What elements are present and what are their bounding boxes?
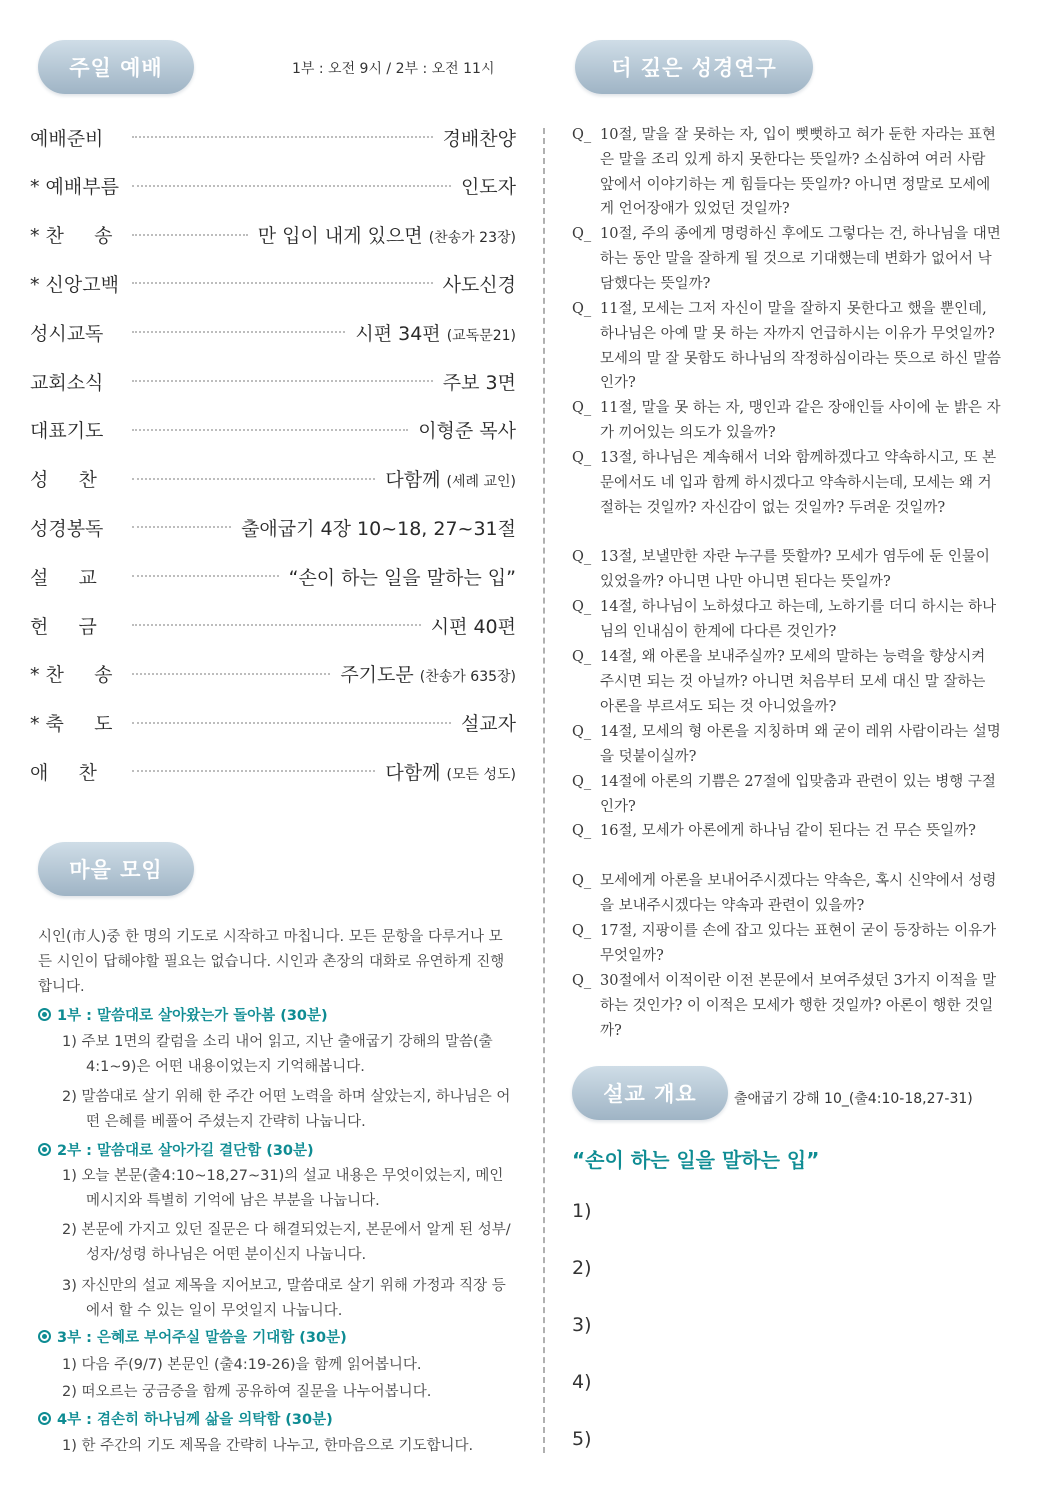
order-value-text: 주보 3면 (442, 371, 516, 394)
question-mark: Q_ (572, 823, 592, 839)
dot-leader (132, 673, 330, 675)
order-row (30, 464, 516, 494)
question-item (572, 969, 1002, 1043)
sermon-reference: 출애굽기 강해 10_(출4:10-18,27-31) (734, 1091, 973, 1107)
question-item (572, 297, 1002, 396)
question-mark: Q_ (572, 301, 592, 317)
order-label: 교회소식 (30, 371, 104, 394)
dot-leader (132, 282, 433, 284)
order-value (443, 368, 516, 395)
part-heading (38, 1004, 328, 1025)
outline-number: 3) (572, 1314, 592, 1336)
order-row (30, 561, 516, 591)
order-value (258, 221, 516, 248)
circle-bullet-icon (38, 1330, 51, 1343)
order-note: (교독문21) (446, 327, 516, 344)
question-text: 11절, 모세는 그저 자신이 말을 잘하지 못한다고 했을 뿐인데, 하나님은 아예 말 못 하는 자까지 언급하시는 이유가 무엇일까? 모세의 말 잘 못함도 하나님의 작정하심이라는 뜻으로 하신 말씀인가? (600, 301, 1002, 392)
question-text: 13절, 보낼만한 자란 누구를 뜻할까? 모세가 염두에 둔 인물이 있었을까? 아니면 나만 아니면 된다는 뜻일까? (600, 549, 990, 590)
dot-leader (132, 429, 408, 431)
order-label: 성경봉독 (30, 517, 104, 540)
order-value-text: 설교자 (460, 713, 516, 736)
meeting-intro: 시인(市人)중 한 명의 기도로 시작하고 마칩니다. 모든 문항을 다루거나 모든 시인이 답해야할 필요는 없습니다. 시인과 촌장의 대화로 유연하게 진행합니다. (38, 929, 505, 995)
question-item (572, 595, 1002, 645)
question-text: 14절에 아론의 기쁨은 27절에 입맞춤과 관련이 있는 병행 구절인가? (600, 774, 996, 815)
question-mark: Q_ (572, 774, 592, 790)
dot-leader (132, 185, 451, 187)
order-row (30, 220, 516, 250)
outline-number: 5) (572, 1428, 592, 1450)
order-row (30, 708, 516, 738)
question-item (572, 222, 1002, 296)
outline-number: 2) (572, 1257, 592, 1279)
circle-bullet-icon (38, 1412, 51, 1425)
part-item: 1) 오늘 본문(출4:10~18,27~31)의 설교 내용은 무엇이었는지, 메인 메시지와 특별히 기억에 남은 부분을 나눕니다. (62, 1168, 504, 1209)
order-row (30, 610, 516, 640)
question-item (572, 545, 1002, 595)
part-item: 1) 다음 주(9/7) 본문인 (출4:19-26)을 함께 읽어봅니다. (62, 1357, 422, 1373)
part-heading (38, 1408, 333, 1429)
order-label: 애 찬 (30, 761, 97, 784)
part-heading-text: 3부 : 은혜로 부어주실 말씀을 기대함 (30분) (57, 1330, 347, 1346)
order-value-text: 이형준 목사 (418, 420, 516, 443)
question-mark: Q_ (572, 127, 592, 143)
order-label: 성시교독 (30, 322, 104, 345)
order-label: * 축 도 (30, 713, 113, 736)
question-item (572, 869, 1002, 919)
service-times: 1부 : 오전 9시 / 2부 : 오전 11시 (292, 61, 495, 77)
order-label: * 예배부름 (30, 176, 119, 199)
order-label: * 신앙고백 (30, 273, 119, 296)
question-item (572, 645, 1002, 719)
question-mark: Q_ (572, 226, 592, 242)
dot-leader (132, 331, 345, 333)
outline-number: 1) (572, 1200, 592, 1222)
part-heading (38, 1139, 314, 1160)
question-mark: Q_ (572, 649, 592, 665)
question-item (572, 720, 1002, 770)
question-text: 13절, 하나님은 계속해서 너와 함께하겠다고 약속하시고, 또 본문에서도 네 입과 함께 하시겠다고 약속하시는데, 모세는 왜 거절하는 것일까? 자신감이 없는 것일까? 두려운 것일까? (600, 450, 997, 516)
question-mark: Q_ (572, 400, 592, 416)
order-label: * 찬 송 (30, 225, 113, 248)
order-value-text: “손이 하는 일을 말하는 입” (288, 566, 516, 589)
dot-leader (132, 526, 231, 528)
order-label: 성 찬 (30, 469, 97, 492)
question-text: 17절, 지팡이를 손에 잡고 있다는 표현이 굳이 등장하는 이유가 무엇일까? (600, 923, 997, 964)
order-row (30, 171, 516, 201)
dot-leader (132, 234, 248, 236)
part-heading-text: 2부 : 말씀대로 살아가길 결단함 (30분) (57, 1143, 314, 1159)
question-text: 30절에서 이적이란 이전 본문에서 보여주셨던 3가지 이적을 말하는 것인가? 이 이적은 모세가 행한 것일까? 아론이 행한 것일까? (600, 973, 997, 1039)
order-value-text: 만 입이 내게 있으면 (257, 225, 423, 248)
outline-number: 4) (572, 1371, 592, 1393)
part-item: 2) 떠오르는 궁금증을 함께 공유하여 질문을 나누어봅니다. (62, 1384, 432, 1400)
part-heading (38, 1326, 347, 1347)
order-value (289, 563, 516, 590)
order-value-text: 다함께 (385, 761, 441, 784)
order-row (30, 512, 516, 542)
dot-leader (132, 624, 421, 626)
order-row (30, 366, 516, 396)
meeting-title-badge: 마을 모임 (38, 842, 194, 896)
order-row (30, 268, 516, 298)
order-row (30, 756, 516, 786)
column-divider (543, 128, 545, 1453)
order-note: (찬송가 635장) (419, 669, 516, 686)
order-row (30, 415, 516, 445)
question-mark: Q_ (572, 873, 592, 889)
part-heading-text: 4부 : 겸손히 하나님께 삶을 의탁함 (30분) (57, 1412, 333, 1428)
order-value (340, 660, 516, 687)
order-value (355, 319, 516, 346)
question-text: 모세에게 아론을 보내어주시겠다는 약속은, 혹시 신약에서 성령을 보내주시겠다는 약속과 관련이 있을까? (600, 873, 997, 914)
question-text: 14절, 하나님이 노하셨다고 하는데, 노하기를 더디 하시는 하나님의 인내심이 한계에 다다른 것인가? (600, 599, 997, 640)
order-note: (세례 교인) (446, 474, 516, 491)
sermon-title-badge: 설교 개요 (572, 1066, 728, 1120)
question-item (572, 123, 1002, 222)
order-label: 예배준비 (30, 127, 104, 150)
order-value (461, 172, 516, 199)
part-heading-text: 1부 : 말씀대로 살아왔는가 돌아봄 (30분) (57, 1008, 328, 1024)
order-value-text: 시편 40편 (430, 615, 516, 638)
question-text: 14절, 왜 아론을 보내주실까? 모세의 말하는 능력을 향상시켜 주시면 되는 것 아닐까? 아니면 처음부터 모세 대신 말 잘하는 아론을 부르셔도 되는 것 아니었을까? (600, 649, 986, 715)
sermon-headline: “손이 하는 일을 말하는 입” (572, 1148, 820, 1172)
dot-leader (132, 136, 433, 138)
order-value (443, 124, 516, 151)
question-item (572, 770, 1002, 820)
circle-bullet-icon (38, 1143, 51, 1156)
part-item: 1) 주보 1면의 칼럼을 소리 내어 읽고, 지난 출애굽기 강해의 말씀(출4:1~9)은 어떤 내용이었는지 기억해봅니다. (62, 1034, 493, 1075)
order-value (385, 465, 516, 492)
part-item: 2) 말씀대로 살기 위해 한 주간 어떤 노력을 하며 살았는지, 하나님은 어떤 은혜를 베풀어 주셨는지 간략히 나눕니다. (62, 1089, 511, 1130)
order-value (385, 758, 516, 785)
order-value-text: 인도자 (460, 176, 516, 199)
order-value (241, 514, 516, 541)
study-title-badge: 더 깊은 성경연구 (575, 40, 813, 94)
dot-leader (132, 380, 433, 382)
question-mark: Q_ (572, 724, 592, 740)
order-note: (찬송가 23장) (428, 230, 516, 247)
part-item: 1) 한 주간의 기도 제목을 간략히 나누고, 한마음으로 기도합니다. (62, 1438, 474, 1454)
part-item: 3) 자신만의 설교 제목을 지어보고, 말씀대로 살기 위해 가정과 직장 등에서 할 수 있는 일이 무엇일지 나눕니다. (62, 1278, 506, 1319)
circle-bullet-icon (38, 1008, 51, 1021)
order-label: 대표기도 (30, 420, 104, 443)
order-row (30, 317, 516, 347)
order-value-text: 출애굽기 4장 10~18, 27~31절 (241, 517, 516, 540)
worship-title-badge: 주일 예배 (38, 40, 194, 94)
question-item (572, 446, 1002, 520)
question-mark: Q_ (572, 973, 592, 989)
question-item (572, 919, 1002, 969)
order-row (30, 122, 516, 152)
part-item: 2) 본문에 가지고 있던 질문은 다 해결되었는지, 본문에서 알게 된 성부/성자/성령 하나님은 어떤 분이신지 나눕니다. (62, 1222, 511, 1263)
question-text: 16절, 모세가 아론에게 하나님 같이 된다는 건 무슨 뜻일까? (600, 823, 976, 839)
question-mark: Q_ (572, 450, 592, 466)
question-text: 10절, 말을 잘 못하는 자, 입이 뻣뻣하고 혀가 둔한 자라는 표현은 말을 조리 있게 하지 못한다는 뜻일까? 소심하여 여러 사람 앞에서 이야기하는 게 힘들다는 뜻일까? 아니면 정말로 모세에게 언어장애가 있었던 것일까? (600, 127, 996, 218)
question-text: 14절, 모세의 형 아론을 지칭하며 왜 굳이 레위 사람이라는 설명을 덧붙이실까? (600, 724, 1001, 765)
order-value (431, 612, 516, 639)
question-item (572, 396, 1002, 446)
order-label: 헌 금 (30, 615, 97, 638)
order-label: * 찬 송 (30, 664, 113, 687)
dot-leader (132, 575, 279, 577)
question-mark: Q_ (572, 549, 592, 565)
dot-leader (132, 478, 375, 480)
dot-leader (132, 770, 375, 772)
question-mark: Q_ (572, 599, 592, 615)
order-row (30, 659, 516, 689)
question-text: 11절, 말을 못 하는 자, 맹인과 같은 장애인들 사이에 눈 밝은 자가 끼어있는 의도가 있을까? (600, 400, 1001, 441)
order-value (418, 416, 516, 443)
order-label: 설 교 (30, 566, 97, 589)
dot-leader (132, 722, 451, 724)
order-value-text: 경배찬양 (442, 127, 516, 150)
question-mark: Q_ (572, 923, 592, 939)
order-value-text: 다함께 (385, 469, 441, 492)
question-item (572, 819, 1002, 844)
order-value (461, 709, 516, 736)
order-value-text: 시편 34편 (355, 322, 441, 345)
order-value-text: 주기도문 (340, 664, 414, 687)
question-text: 10절, 주의 종에게 명령하신 후에도 그렇다는 건, 하나님을 대면하는 동안 말을 잘하게 될 것으로 기대했는데 변화가 없어서 낙담했다는 뜻일까? (600, 226, 1001, 292)
order-value (443, 270, 516, 297)
order-note: (모든 성도) (446, 766, 516, 783)
order-value-text: 사도신경 (442, 273, 516, 296)
